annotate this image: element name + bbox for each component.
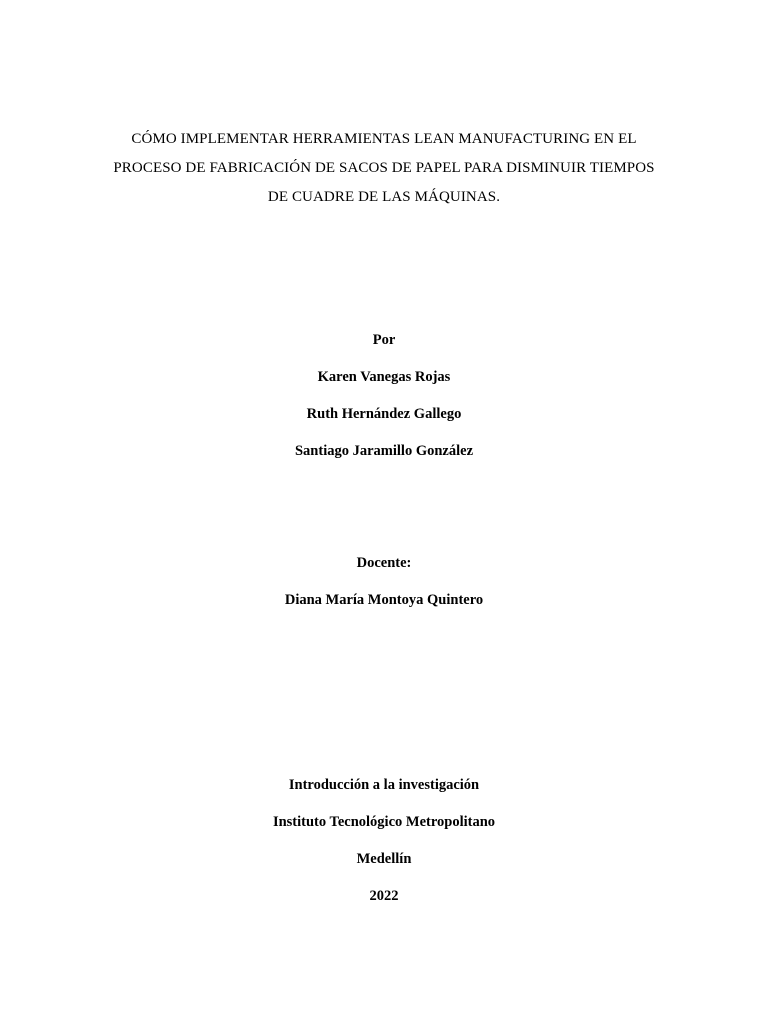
institution-name: Instituto Tecnológico Metropolitano xyxy=(272,814,496,830)
teacher-label: Docente: xyxy=(356,555,412,571)
course-name: Introducción a la investigación xyxy=(288,777,480,793)
title-line-1: CÓMO IMPLEMENTAR HERRAMIENTAS LEAN MANUFACTURING EN EL xyxy=(131,131,637,147)
year: 2022 xyxy=(369,888,399,904)
city-name: Medellín xyxy=(356,851,412,867)
teacher-name: Diana María Montoya Quintero xyxy=(284,592,484,608)
document-title xyxy=(60,125,708,212)
title-line-3: DE CUADRE DE LAS MÁQUINAS. xyxy=(267,189,501,205)
author-2: Ruth Hernández Gallego xyxy=(306,406,462,422)
title-line-2: PROCESO DE FABRICACIÓN DE SACOS DE PAPEL PARA DISMINUIR TIEMPOS xyxy=(113,160,655,176)
author-3: Santiago Jaramillo González xyxy=(294,443,473,459)
author-1: Karen Vanegas Rojas xyxy=(317,369,451,385)
authors-label: Por xyxy=(372,332,396,348)
